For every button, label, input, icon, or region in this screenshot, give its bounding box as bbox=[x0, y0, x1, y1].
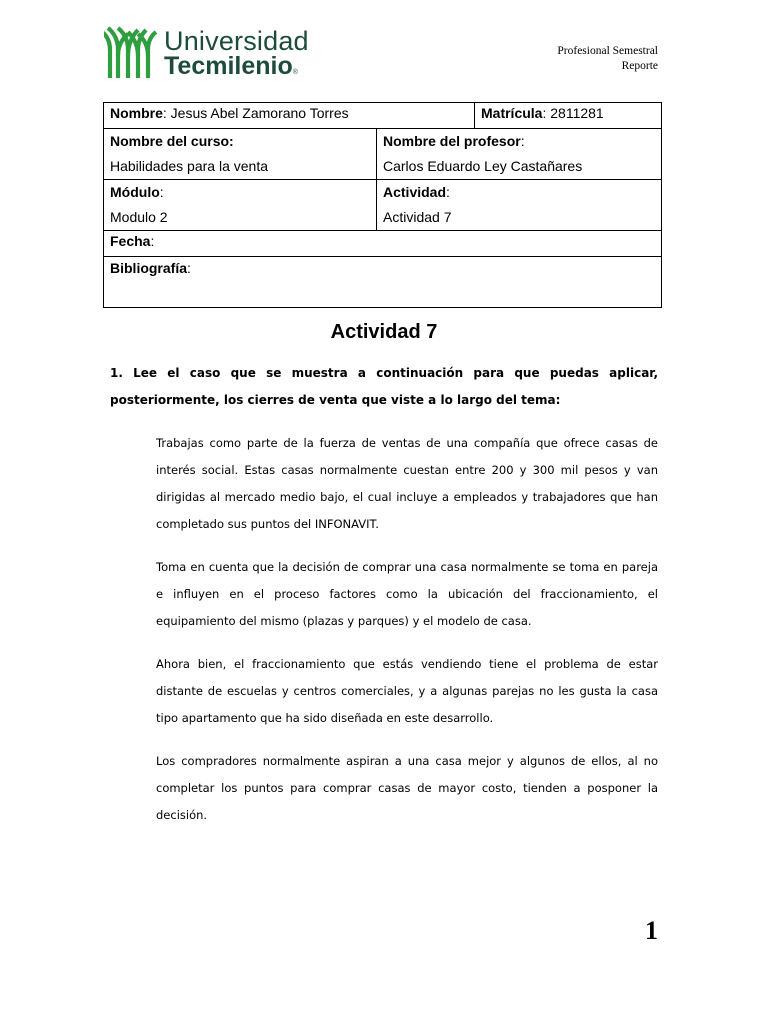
bibliografia-cell bbox=[104, 257, 662, 308]
table-row bbox=[104, 231, 662, 257]
case-paragraph: Trabajas como parte de la fuerza de ventas de una compañía que ofrece casas de interés social. Estas casas normalmente cuestan entre 200 y 300 mil pesos y van dirigidas al mercado medio bajo, el cual incluye a empleados y trabajadores que han completado sus puntos del INFONAVIT. bbox=[156, 436, 658, 531]
matricula-value: : 2811281 bbox=[542, 105, 604, 121]
actividad-cell bbox=[377, 180, 662, 231]
logo-registered-mark: ® bbox=[292, 69, 298, 76]
logo-tecmilenio-text: Tecmilenio bbox=[164, 52, 293, 80]
profesor-label: Nombre del profesor bbox=[383, 133, 521, 149]
modulo-cell bbox=[104, 180, 377, 231]
logo-line-tecmilenio bbox=[164, 52, 298, 87]
header-doc-type: Reporte bbox=[621, 59, 658, 72]
table-row bbox=[104, 257, 662, 308]
modulo-value: Modulo 2 bbox=[110, 209, 168, 225]
curso-label: Nombre del curso: bbox=[110, 133, 234, 149]
nombre-value: : Jesus Abel Zamorano Torres bbox=[162, 105, 349, 121]
fecha-colon: : bbox=[150, 233, 155, 249]
page-number: 1 bbox=[645, 916, 658, 945]
modulo-label: Módulo bbox=[110, 184, 160, 200]
logo-line-universidad: Universidad bbox=[164, 26, 309, 56]
case-text bbox=[156, 430, 658, 845]
table-row bbox=[104, 103, 662, 129]
header-right-text bbox=[557, 44, 658, 73]
curso-cell bbox=[104, 129, 377, 180]
matricula-cell bbox=[475, 103, 662, 129]
case-paragraph: Toma en cuenta que la decisión de comprar una casa normalmente se toma en pareja e influyen en el proceso factores como la ubicación del fraccionamiento, el equipamiento del mismo (plazas y parques) y el modelo de casa. bbox=[156, 560, 658, 628]
university-logo bbox=[104, 24, 314, 80]
actividad-label: Actividad bbox=[383, 184, 447, 200]
tecmilenio-mark-icon bbox=[104, 26, 160, 78]
table-row bbox=[104, 129, 662, 180]
profesor-value: Carlos Eduardo Ley Castañares bbox=[383, 158, 583, 174]
nombre-label: Nombre bbox=[110, 105, 163, 121]
matricula-label: Matrícula bbox=[481, 105, 543, 121]
actividad-value: Actividad 7 bbox=[383, 209, 452, 225]
actividad-colon: : bbox=[446, 184, 450, 200]
student-info-table bbox=[103, 102, 662, 308]
case-paragraph: Ahora bien, el fraccionamiento que estás vendiendo tiene el problema de estar distante de escuelas y centros comerciales, y a algunas parejas no les gusta la casa tipo apartamento que ha sido diseñada en este desarrollo. bbox=[156, 657, 658, 725]
profesor-cell bbox=[377, 129, 662, 180]
header-program: Profesional Semestral bbox=[557, 45, 658, 57]
bibliografia-label: Bibliografía bbox=[110, 260, 188, 276]
page-title: Actividad 7 bbox=[330, 321, 438, 343]
case-paragraph: Los compradores normalmente aspiran a una casa mejor y algunos de ellos, al no completar los puntos para comprar casas de mayor costo, tienden a posponer la decisión. bbox=[156, 754, 658, 822]
table-row bbox=[104, 180, 662, 231]
profesor-colon: : bbox=[520, 133, 525, 149]
modulo-colon: : bbox=[159, 184, 164, 200]
fecha-label: Fecha bbox=[110, 233, 151, 249]
fecha-cell bbox=[104, 231, 662, 257]
nombre-cell bbox=[104, 103, 475, 129]
bibliografia-colon: : bbox=[187, 260, 191, 276]
curso-value: Habilidades para la venta bbox=[110, 158, 268, 174]
question-1: 1. Lee el caso que se muestra a continuación para que puedas aplicar, posteriormente, los cierres de venta que viste a lo largo del tema: bbox=[110, 366, 658, 407]
